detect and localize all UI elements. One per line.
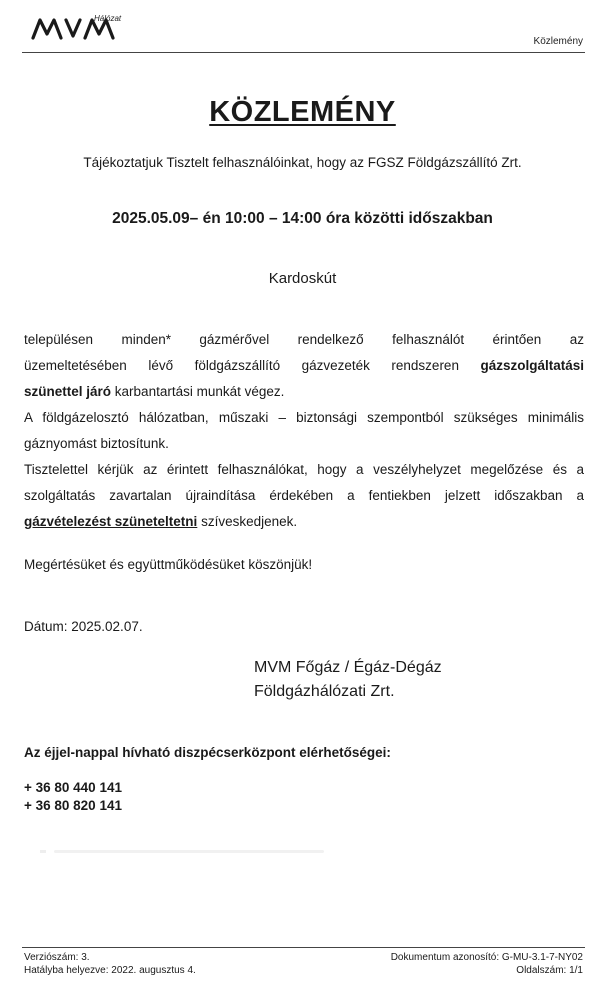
date-line: Dátum: 2025.02.07. <box>24 619 143 634</box>
footer-page: Oldalszám: 1/1 <box>516 965 583 976</box>
signature-block <box>254 656 442 704</box>
paragraph3: Tisztelettel kérjük az érintett felhasználókat, hogy a veszélyhelyzet megelőzése és a szolgáltatás zavartalan újraindítása érdekében a fentiekben jelzett időszakban a gázvételezést szüneteltetni szíveskedjenek. <box>24 462 584 529</box>
brand-subtitle: Hálózat <box>94 14 122 23</box>
footer-divider <box>22 947 585 948</box>
footer-right <box>391 951 583 977</box>
intro-text: Tájékoztatjuk Tisztelt felhasználóinkat, hogy az FGSZ Földgázszállító Zrt. <box>83 155 522 170</box>
footer-doc-id: Dokumentum azonosító: G-MU-3.1-7-NY02 <box>390 952 583 963</box>
notice-body <box>24 327 584 535</box>
footer-version: Verziószám: 3. <box>24 952 90 963</box>
mvm-logo <box>30 8 150 42</box>
phone-number: + 36 80 820 141 <box>24 798 122 813</box>
paragraph1-line3: szünettel járó karbantartási munkát végez. <box>24 384 285 399</box>
paragraph1-line2: üzemeltetésében lévő földgázszállító gázvezeték rendszeren gázszolgáltatási <box>24 358 584 373</box>
location-name: Kardoskút <box>268 270 337 287</box>
dispatch-title: Az éjjel-nappal hívható diszpécserközpont elérhetőségei: <box>24 745 391 760</box>
faded-footnote-graphic <box>40 845 330 859</box>
header-doc-type: Közlemény <box>533 36 583 47</box>
signature-line1: MVM Főgáz / Égáz-Dégáz <box>254 659 442 676</box>
dispatch-phones <box>24 779 122 815</box>
footer-left <box>24 951 196 977</box>
paragraph1-line1: településen minden* gázmérővel rendelkező felhasználót érintően az <box>24 332 584 347</box>
signature-line2: Földgázhálózati Zrt. <box>254 683 395 700</box>
faded-footnote-mark <box>40 845 330 859</box>
footer-effective: Hatályba helyezve: 2022. augusztus 4. <box>24 965 196 976</box>
mvm-logo-mark <box>30 8 150 42</box>
phone-number: + 36 80 440 141 <box>24 780 122 795</box>
page-title: KÖZLEMÉNY <box>209 96 396 128</box>
paragraph2: A földgázelosztó hálózatban, műszaki – biztonsági szempontból szükséges minimális gáznyomást biztosítunk. <box>24 410 584 451</box>
thanks-text: Megértésüket és együttműködésüket köszönjük! <box>24 557 313 572</box>
outage-dates: 2025.05.09– én 10:00 – 14:00 óra közötti időszakban <box>112 210 493 227</box>
header-divider <box>22 52 585 53</box>
